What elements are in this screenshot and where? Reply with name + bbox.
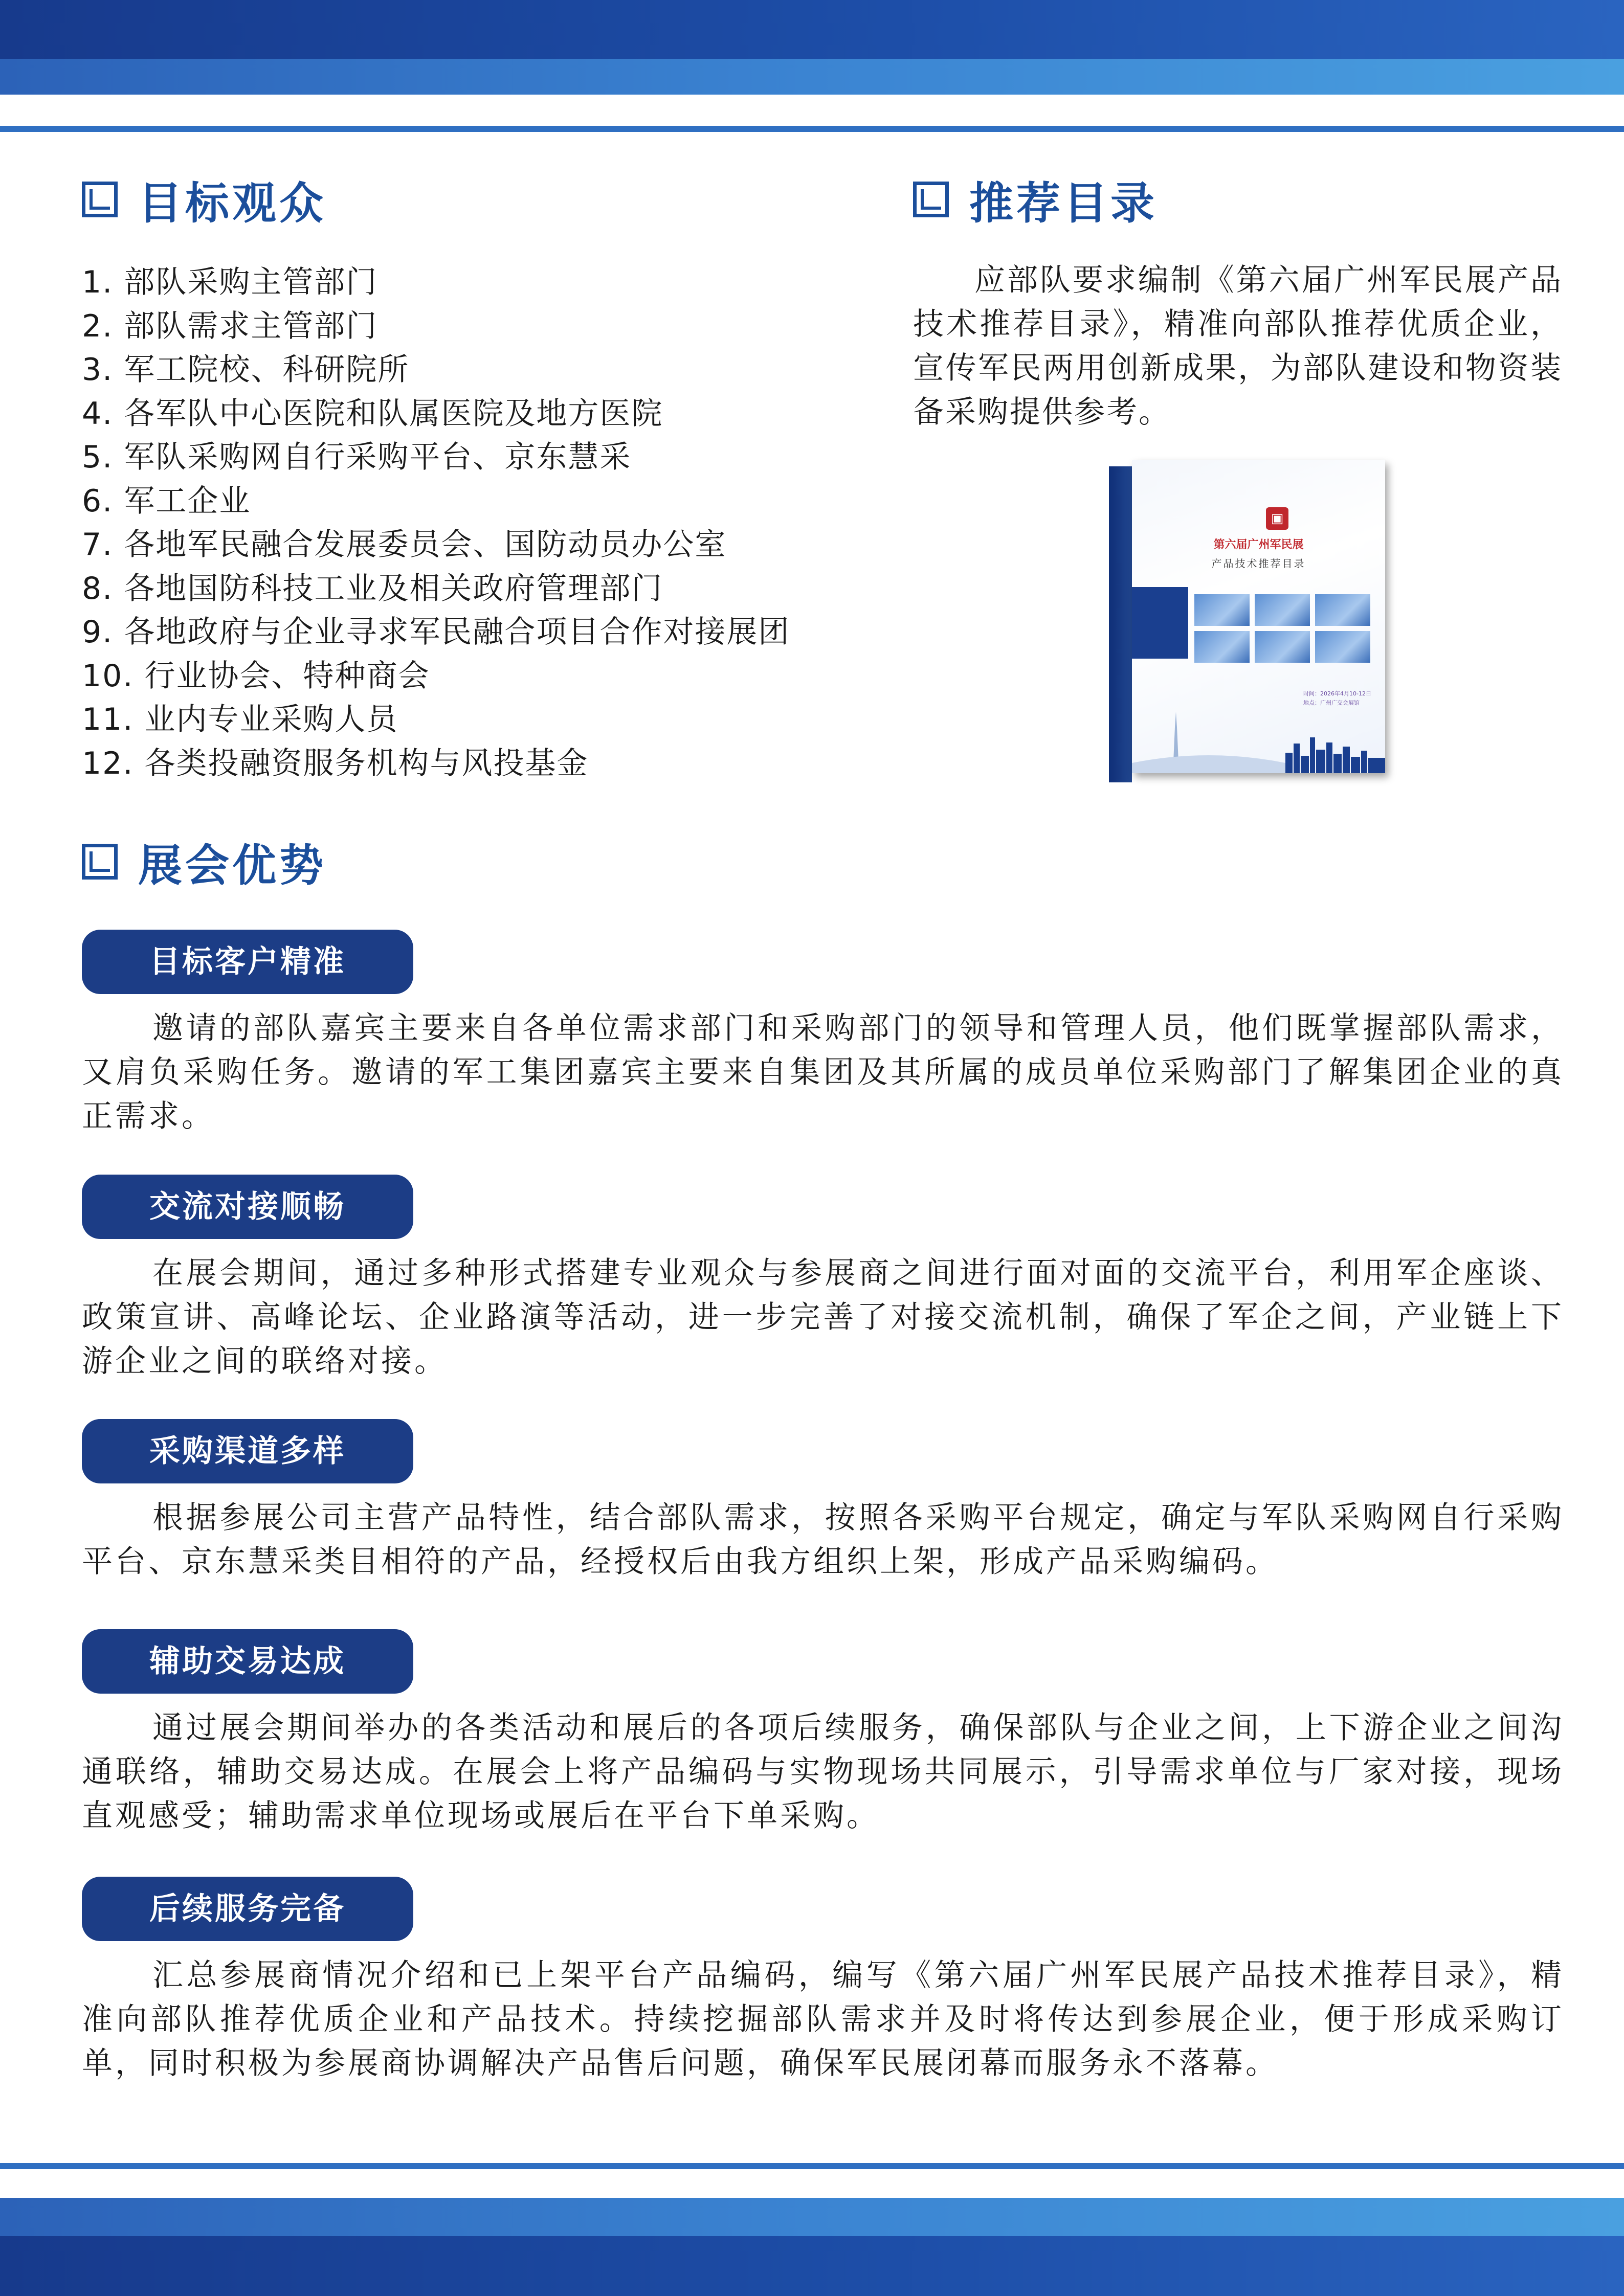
list-item: 8. 各地国防科技工业及相关政府管理部门 xyxy=(82,570,663,606)
catalog-book-image xyxy=(1109,460,1385,782)
expo-logo-icon: ▣ xyxy=(1266,507,1288,530)
advantage-text: 通过展会期间举办的各类活动和展后的各项后续服务，确保部队与企业之间，上下游企业之间沟通联络，辅助交易达成。在展会上将产品编码与实物现场共同展示，引导需求单位与厂家对接，现场直观感受；辅助需求单位现场或展后在平台下单采购。 xyxy=(82,1710,1564,1834)
book-photo xyxy=(1315,631,1370,663)
header-divider xyxy=(0,126,1624,132)
square-frame-icon xyxy=(82,844,118,880)
square-frame-icon xyxy=(913,182,949,217)
section-title-advantages xyxy=(82,834,326,890)
list-item: 12. 各类投融资服务机构与风投基金 xyxy=(82,745,589,781)
list-item: 1. 部队采购主管部门 xyxy=(82,264,378,300)
footer-divider xyxy=(0,2163,1624,2169)
book-title: 第六届广州军民展 xyxy=(1213,538,1304,551)
square-frame-icon xyxy=(82,182,118,217)
book-photo xyxy=(1255,594,1310,626)
header-band-light xyxy=(0,59,1624,95)
footer-band-dark xyxy=(0,2236,1624,2296)
advantage-label: 采购渠道多样 xyxy=(82,1419,413,1483)
city-skyline-icon xyxy=(1132,707,1385,773)
section-title-text: 目标观众 xyxy=(138,178,326,229)
book-cover-band xyxy=(1132,587,1188,659)
catalog-description: 应部队要求编制《第六届广州军民展产品技术推荐目录》，精准向部队推荐优质企业，宣传军民两用创新成果，为部队建设和物资装备采购提供参考。 xyxy=(913,262,1563,430)
list-item: 11. 业内专业采购人员 xyxy=(82,702,398,737)
book-venue-line: 地点：广州广交会展馆 xyxy=(1303,700,1360,706)
book-photo xyxy=(1255,631,1310,663)
list-item: 5. 军队采购网自行采购平台、京东慧采 xyxy=(82,439,632,475)
list-item: 4. 各军队中心医院和队属医院及地方医院 xyxy=(82,395,663,432)
section-title-text: 展会优势 xyxy=(138,840,326,891)
book-date-info xyxy=(1303,689,1371,708)
footer-band-light xyxy=(0,2198,1624,2236)
advantage-label: 交流对接顺畅 xyxy=(82,1175,413,1239)
section-title-text: 推荐目录 xyxy=(969,178,1158,229)
book-photo xyxy=(1194,594,1250,626)
section-title-audience xyxy=(82,171,326,228)
list-item: 3. 军工院校、科研院所 xyxy=(82,352,410,388)
book-date-line: 时间：2026年4月10-12日 xyxy=(1303,690,1371,697)
advantage-text: 邀请的部队嘉宾主要来自各单位需求部门和采购部门的领导和管理人员，他们既掌握部队需求，又肩负采购任务。邀请的军工集团嘉宾主要来自集团及其所属的成员单位采购部门了解集团企业的真正需求。 xyxy=(82,1010,1564,1134)
advantage-text: 根据参展公司主营产品特性，结合部队需求，按照各采购平台规定，确定与军队采购网自行采购平台、京东慧采类目相符的产品，经授权后由我方组织上架，形成产品采购编码。 xyxy=(82,1500,1564,1580)
advantage-label: 后续服务完备 xyxy=(82,1877,413,1941)
book-subtitle: 产品技术推荐目录 xyxy=(1211,557,1306,570)
advantage-text: 汇总参展商情况介绍和已上架平台产品编码，编写《第六届广州军民展产品技术推荐目录》，精准向部队推荐优质企业和产品技术。持续挖掘部队需求并及时将传达到参展企业，便于形成采购订单，同时积极为参展商协调解决产品售后问题，确保军民展闭幕而服务永不落幕。 xyxy=(82,1957,1564,2081)
section-title-catalog xyxy=(913,171,1158,228)
list-item: 7. 各地军民融合发展委员会、国防动员办公室 xyxy=(82,527,727,562)
advantage-text: 在展会期间，通过多种形式搭建专业观众与参展商之间进行面对面的交流平台，利用军企座谈、政策宣讲、高峰论坛、企业路演等活动，进一步完善了对接交流机制，确保了军企之间，产业链上下游企业之间的联络对接。 xyxy=(82,1255,1564,1379)
book-cover xyxy=(1132,460,1385,773)
audience-list xyxy=(82,261,790,785)
advantage-label: 辅助交易达成 xyxy=(82,1629,413,1694)
list-item: 9. 各地政府与企业寻求军民融合项目合作对接展团 xyxy=(82,614,790,650)
book-photo xyxy=(1194,631,1250,663)
list-item: 6. 军工企业 xyxy=(82,483,251,519)
list-item: 2. 部队需求主管部门 xyxy=(82,308,378,344)
book-photo xyxy=(1315,594,1370,626)
advantage-label: 目标客户精准 xyxy=(82,930,413,994)
list-item: 10. 行业协会、特种商会 xyxy=(82,658,430,694)
header-band-dark xyxy=(0,0,1624,59)
book-spine xyxy=(1109,466,1132,782)
